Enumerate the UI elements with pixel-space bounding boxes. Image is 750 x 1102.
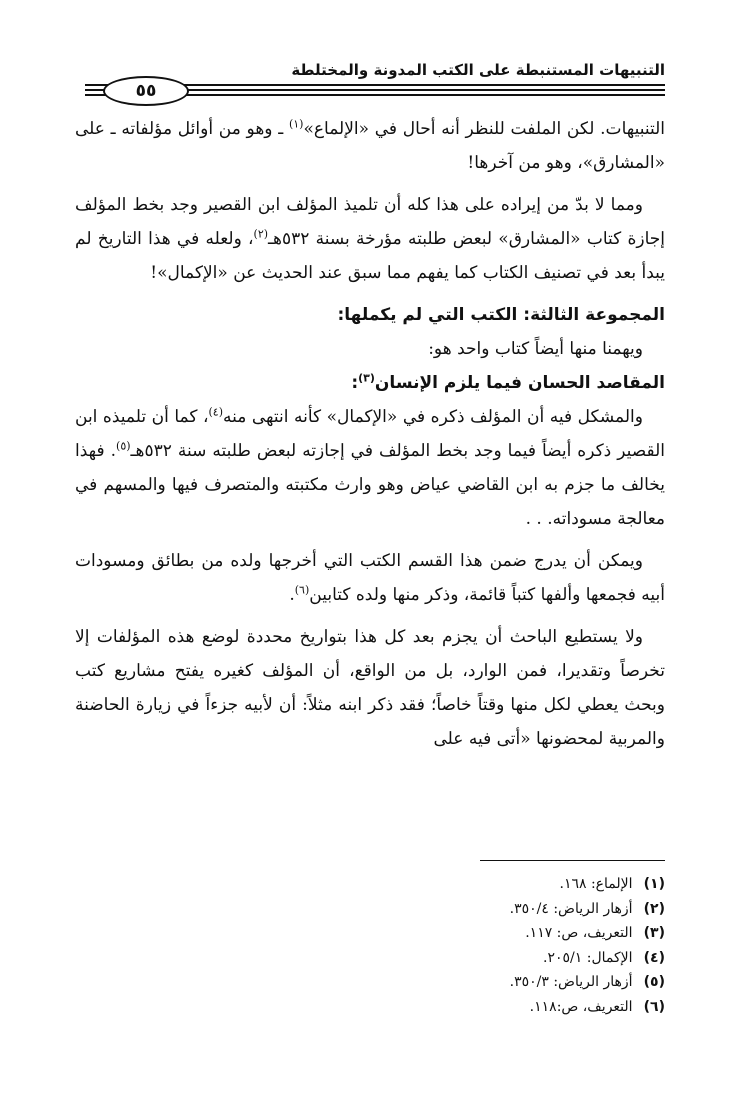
text-run: والمشكل فيه أن المؤلف ذكره في «الإكمال» كأنه انتهى منه bbox=[222, 407, 643, 427]
footnote-text: الإكمال: ٢٠٥/١. bbox=[543, 949, 633, 966]
footnote-number: (٢) bbox=[643, 900, 665, 917]
paragraph: ويهمنا منها أيضاً كتاب واحد هو: bbox=[428, 339, 643, 359]
footnote bbox=[265, 946, 665, 971]
section-heading: المجموعة الثالثة: الكتب التي لم يكملها: bbox=[337, 305, 665, 325]
footnote-text: التعريف، ص: ١١٧. bbox=[525, 925, 633, 941]
footnote bbox=[265, 970, 665, 995]
heading-text: المقاصد الحسان فيما يلزم الإنسان bbox=[374, 373, 665, 393]
footnote-number: (٥) bbox=[643, 974, 665, 990]
footnote bbox=[265, 995, 665, 1020]
text-run: ومما لا بدّ من إيراده على هذا كله أن تلميذ المؤلف ابن القصير وجد بخط المؤلف إجازة كتاب «المشارق» لبعض طلبته مؤرخة بسنة ٥٣٢هـ bbox=[75, 195, 665, 249]
text-run: التنبيهات. لكن الملفت للنظر أنه أحال في «الإلماع» bbox=[303, 119, 666, 139]
footnote bbox=[265, 897, 665, 922]
text-run: . bbox=[289, 585, 295, 605]
paragraph bbox=[75, 544, 665, 612]
book-heading bbox=[75, 366, 665, 400]
footnote bbox=[265, 921, 665, 946]
footnote bbox=[265, 872, 665, 897]
footnote-text: الإلماع: ١٦٨. bbox=[559, 876, 633, 892]
footnote-text: التعريف، ص:١١٨. bbox=[529, 998, 633, 1015]
text-run: ـ وهو من أوائل مؤلفاته ـ على «المشارق»، وهو من آخرها! bbox=[75, 119, 665, 173]
page-number: ٥٥ bbox=[103, 76, 189, 106]
footnote-number: (٦) bbox=[643, 998, 665, 1015]
text-run: ، ولعله في هذا التاريخ لم يبدأ بعد في تصنيف الكتاب كما يفهم مما سبق عند الحديث عن «الإكمال»! bbox=[75, 229, 665, 283]
heading-colon: : bbox=[351, 373, 359, 393]
footnote-ref: (٢) bbox=[253, 227, 269, 241]
paragraph bbox=[75, 112, 665, 180]
paragraph: ولا يستطيع الباحث أن يجزم بعد كل هذا بتواريخ محددة لوضع هذه المؤلفات إلا تخرصاً وتقديرا، فمن الوارد، بل من الواقع، أن المؤلف كغيره يفتح مشاريع كتب وبحث يعطي لكل منها وقتاً خاصاً؛ فقد ذكر ابنه مثلاً: أن لأبيه جزءاً في زيارة الحاضنة والمربية لمحضونها «أتى فيه على bbox=[75, 627, 665, 749]
footnote-ref: (٦) bbox=[294, 583, 310, 597]
paragraph bbox=[75, 400, 665, 536]
footnote-ref: (٥) bbox=[116, 439, 131, 453]
main-text bbox=[75, 112, 665, 764]
text-run: ويمكن أن يدرج ضمن هذا القسم الكتب التي أخرجها ولده من بطائق ومسودات أبيه فجمعها وألفها كتباً قائمة، وذكر منها ولده كتابين bbox=[75, 551, 665, 605]
footnote-number: (١) bbox=[643, 876, 665, 892]
text-run: ، كما أن تلميذه ابن القصير ذكره أيضاً فيما وجد بخط المؤلف في إجازته لبعض طلبته سنة ٥٣٢هـ bbox=[75, 407, 665, 461]
footnote-separator bbox=[480, 860, 665, 861]
footnote-text: أزهار الرياض: ٣٥٠/٤. bbox=[509, 900, 633, 917]
text-run: . فهذا يخالف ما جزم به ابن القاضي عياض وهو وارث مكتبته والمتصرف فيها والمسهم في معالجة مسوداته. . . bbox=[75, 441, 665, 529]
footnote-ref: (١) bbox=[288, 117, 304, 131]
paragraph bbox=[75, 188, 665, 290]
footnote-ref: (٣) bbox=[358, 371, 375, 385]
footnote-text: أزهار الرياض: ٣٥٠/٣. bbox=[509, 974, 633, 990]
footnote-number: (٣) bbox=[643, 925, 665, 941]
footnote-ref: (٤) bbox=[208, 405, 223, 419]
footnotes bbox=[265, 872, 665, 1019]
footnote-number: (٤) bbox=[643, 949, 665, 966]
running-title: التنبيهات المستنبطة على الكتب المدونة والمختلطة bbox=[291, 61, 665, 79]
